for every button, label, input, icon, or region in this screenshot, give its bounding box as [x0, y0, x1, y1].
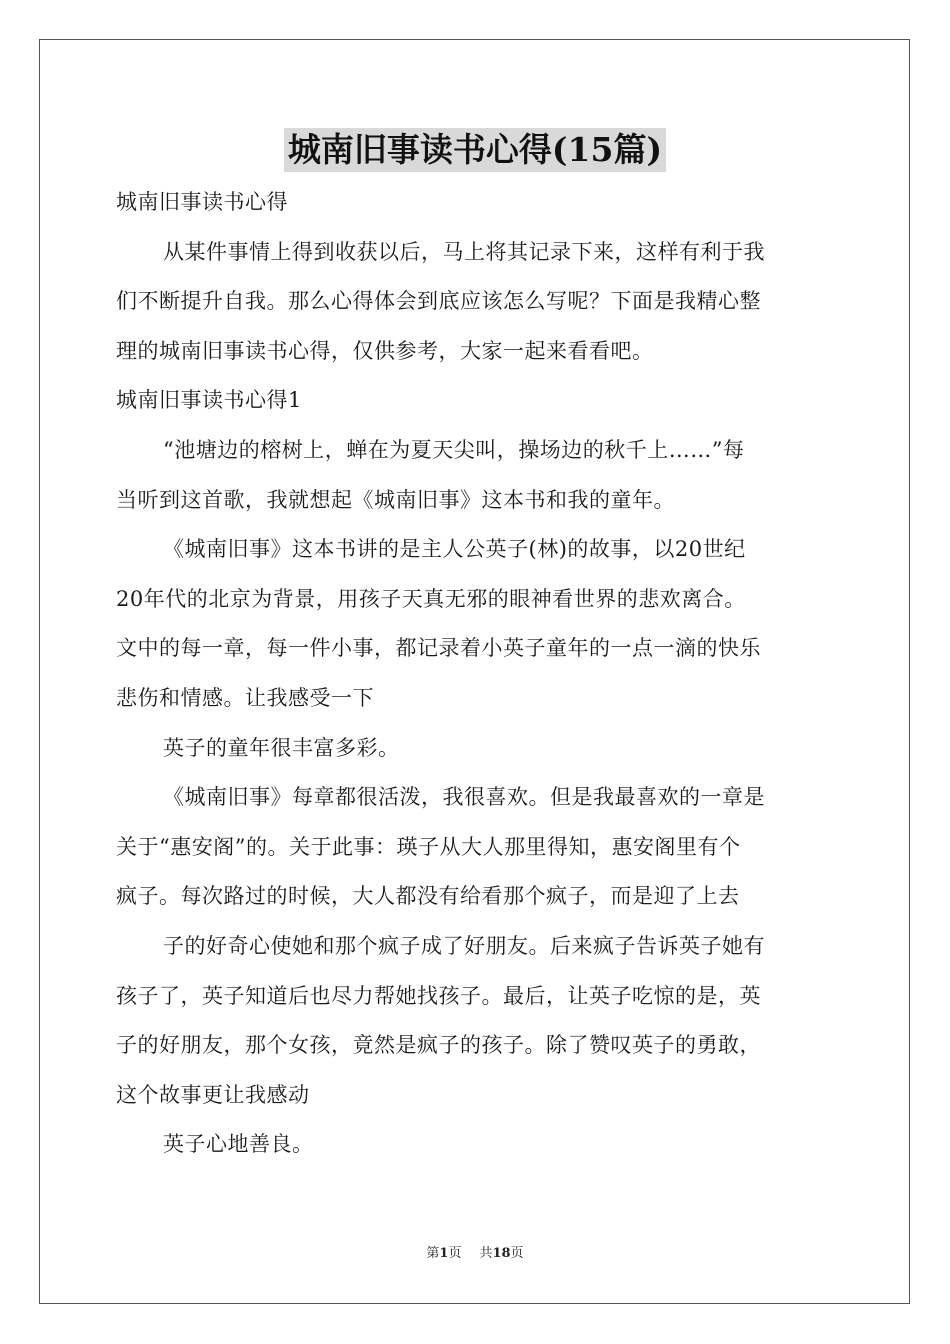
paragraph-line: 《城南旧事》这本书讲的是主人公英子(林)的故事，以20世纪 — [163, 537, 746, 562]
total-pages: 18 — [492, 1246, 511, 1261]
page-label-prefix: 第 — [426, 1246, 440, 1261]
paragraph-line: 文中的每一章，每一件小事，都记录着小英子童年的一点一滴的快乐 — [116, 636, 761, 661]
total-label-suffix: 页 — [510, 1246, 524, 1261]
paragraph-line: 理的城南旧事读书心得，仅供参考，大家一起来看看吧。 — [116, 338, 654, 363]
total-label-prefix: 共 — [479, 1246, 493, 1261]
page-footer — [0, 1245, 950, 1263]
paragraph-line: 当听到这首歌，我就想起《城南旧事》这本书和我的童年。 — [116, 487, 675, 512]
section-heading: 城南旧事读书心得1 — [116, 388, 302, 413]
paragraph-line: 子的好奇心使她和那个疯子成了好朋友。后来疯子告诉英子她有 — [163, 933, 765, 958]
section-heading: 城南旧事读书心得 — [116, 190, 288, 214]
paragraph-line: 英子的童年很丰富多彩。 — [163, 735, 400, 760]
page-number: 1 — [439, 1246, 449, 1261]
paragraph-line: 悲伤和情感。让我感受一下 — [116, 685, 374, 710]
paragraph-line: 从某件事情上得到收获以后，马上将其记录下来，这样有利于我 — [163, 239, 765, 264]
paragraph-line: 《城南旧事》每章都很活泼，我很喜欢。但是我最喜欢的一章是 — [163, 785, 765, 810]
paragraph-line: 英子心地善良。 — [163, 1132, 314, 1157]
paragraph-line: 孩子了，英子知道后也尽力帮她找孩子。最后，让英子吃惊的是，英 — [116, 983, 761, 1008]
title-container — [0, 128, 950, 172]
paragraph-line: 20年代的北京为背景，用孩子天真无邪的眼神看世界的悲欢离合。 — [116, 586, 746, 611]
document-body — [116, 178, 836, 1170]
page-label-suffix: 页 — [448, 1246, 462, 1261]
document-title: 城南旧事读书心得(15篇) — [284, 128, 666, 172]
paragraph-line: 疯子。每次路过的时候，大人都没有给看那个疯子，而是迎了上去 — [116, 884, 740, 909]
paragraph-line: “池塘边的榕树上，蝉在为夏天尖叫，操场边的秋千上……”每 — [163, 437, 745, 462]
paragraph-line: 这个故事更让我感动 — [116, 1082, 310, 1107]
paragraph-line: 子的好朋友，那个女孩，竟然是疯子的孩子。除了赞叹英子的勇敢， — [116, 1033, 761, 1058]
paragraph-line: 关于“惠安阁”的。关于此事：瑛子从大人那里得知，惠安阁里有个 — [116, 834, 741, 859]
paragraph-line: 们不断提升自我。那么心得体会到底应该怎么写呢？下面是我精心整 — [116, 289, 761, 314]
